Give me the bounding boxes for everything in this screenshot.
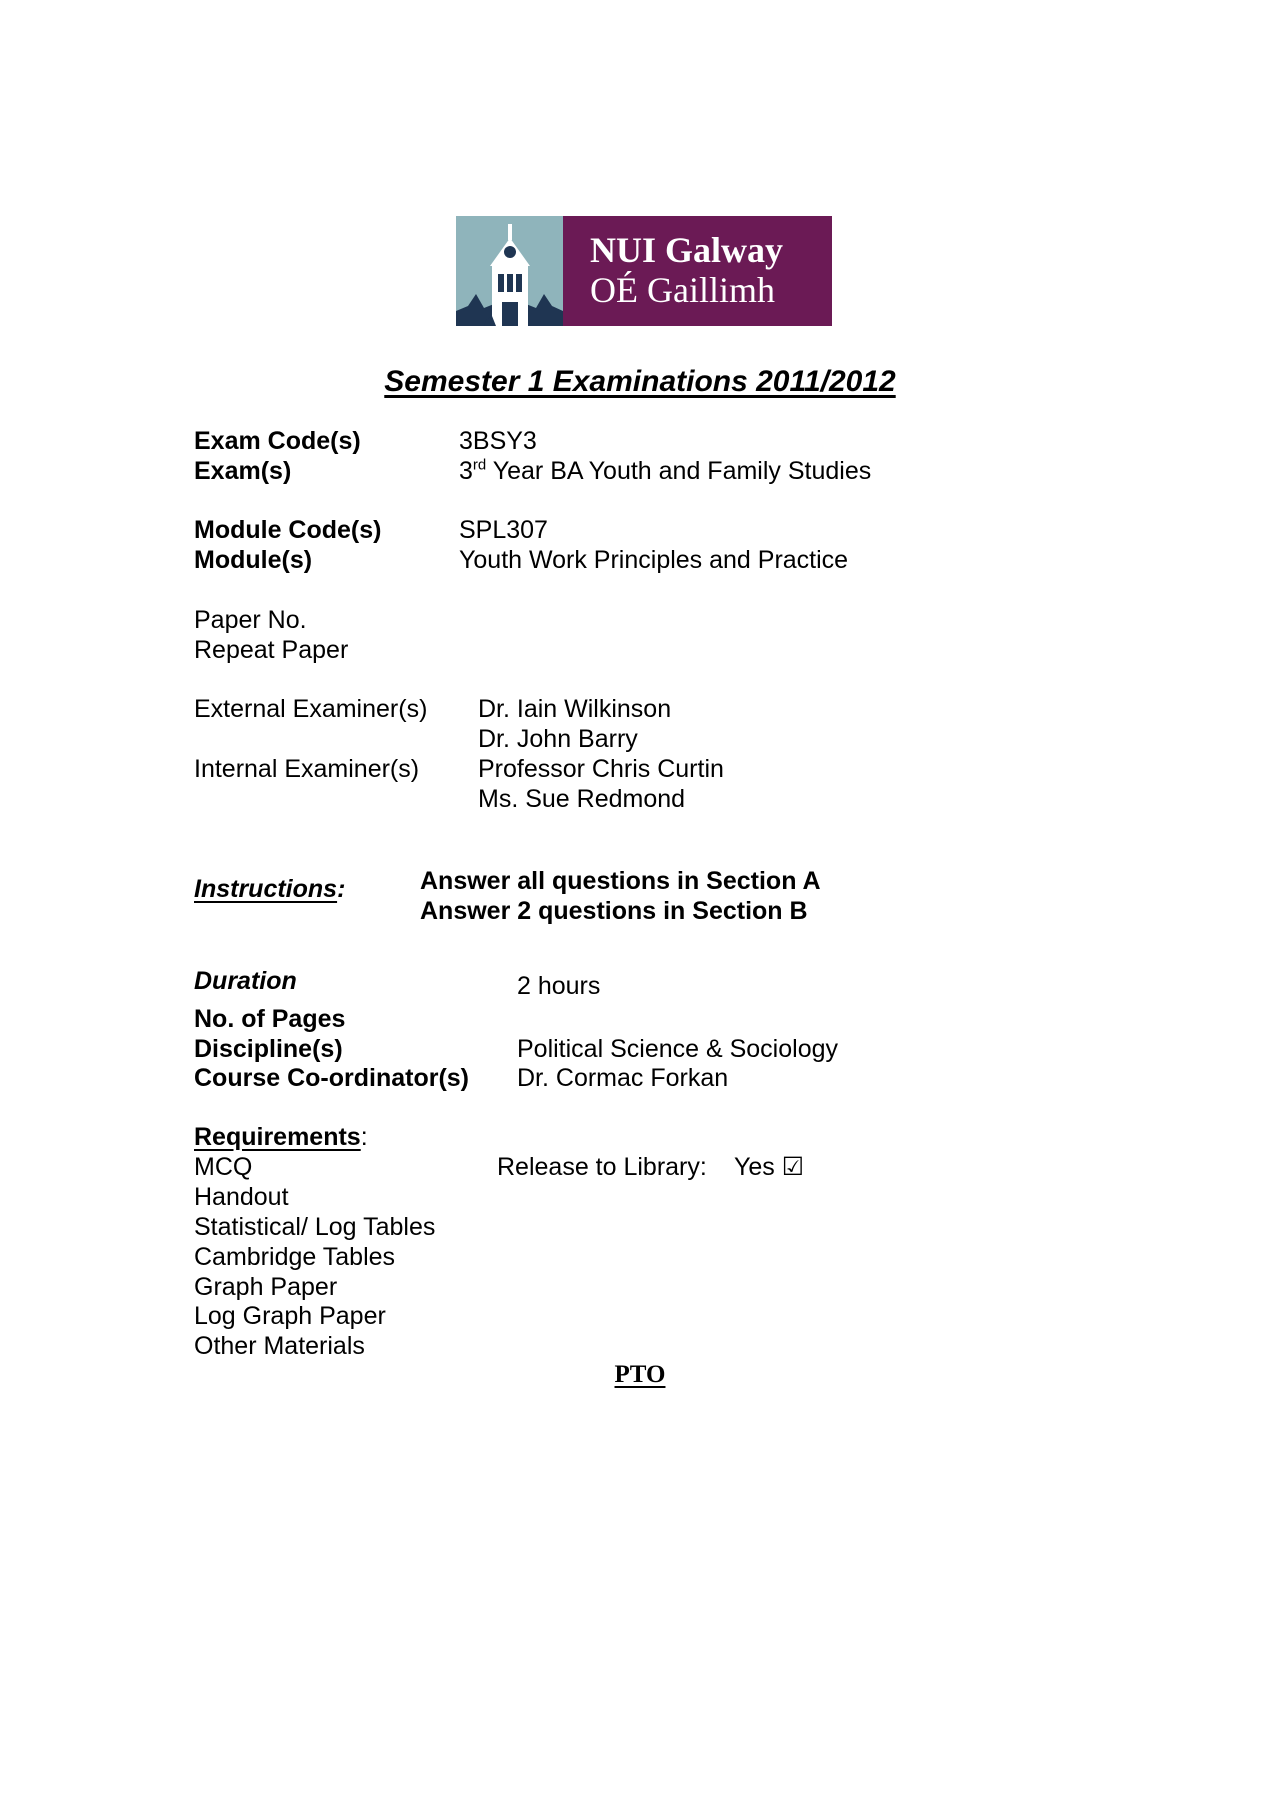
exam-code-value: 3BSY3 — [459, 427, 537, 455]
clock-tower-icon — [456, 216, 563, 326]
exam-name-label: Exam(s) — [194, 457, 292, 485]
requirements-label-colon: : — [360, 1123, 368, 1151]
checkbox-checked-icon: ☑ — [781, 1153, 805, 1181]
paper-no-label: Paper No. — [194, 606, 307, 634]
internal-examiner-1: Professor Chris Curtin — [478, 755, 724, 783]
release-value-text: Yes — [734, 1153, 775, 1181]
page-title: Semester 1 Examinations 2011/2012 — [384, 365, 896, 398]
exam-name-value — [459, 456, 871, 486]
duration-label: Duration — [194, 967, 297, 995]
requirement-item: Statistical/ Log Tables — [194, 1213, 436, 1241]
external-examiner-label: External Examiner(s) — [194, 695, 428, 723]
external-examiner-1: Dr. Iain Wilkinson — [478, 695, 672, 723]
requirement-item: Log Graph Paper — [194, 1302, 386, 1330]
module-code-label: Module Code(s) — [194, 516, 382, 544]
module-code-value: SPL307 — [459, 516, 548, 544]
logo-line-2: OÉ Gaillimh — [590, 270, 775, 310]
logo-wordmark — [563, 216, 832, 326]
coordinator-value: Dr. Cormac Forkan — [517, 1064, 729, 1092]
release-to-library-value — [734, 1152, 804, 1182]
duration-value: 2 hours — [517, 972, 601, 1000]
requirement-item: Handout — [194, 1183, 289, 1211]
internal-examiner-2: Ms. Sue Redmond — [478, 785, 686, 813]
external-examiner-2: Dr. John Barry — [478, 725, 638, 753]
release-to-library-label: Release to Library: — [497, 1153, 707, 1181]
pages-label: No. of Pages — [194, 1005, 346, 1033]
instructions-label-colon: : — [337, 875, 346, 903]
requirement-item: Other Materials — [194, 1332, 365, 1360]
instructions-label — [194, 874, 345, 904]
repeat-paper-label: Repeat Paper — [194, 636, 349, 664]
coordinator-label: Course Co-ordinator(s) — [194, 1064, 469, 1092]
requirement-item: Graph Paper — [194, 1273, 338, 1301]
discipline-value: Political Science & Sociology — [517, 1035, 838, 1063]
requirements-label-text: Requirements — [194, 1123, 361, 1151]
discipline-label: Discipline(s) — [194, 1035, 343, 1063]
instructions-label-text: Instructions — [194, 875, 338, 903]
requirement-item: Cambridge Tables — [194, 1243, 396, 1271]
exam-name-text: Year BA Youth and Family Studies — [486, 457, 872, 485]
exam-year-suffix: rd — [472, 456, 487, 474]
university-logo — [456, 216, 832, 326]
exam-year-number: 3 — [459, 457, 473, 485]
pto-footer: PTO — [614, 1361, 666, 1388]
requirement-item: MCQ — [194, 1153, 253, 1181]
logo-line-1: NUI Galway — [590, 230, 784, 270]
requirements-label — [194, 1122, 368, 1152]
instruction-line-2: Answer 2 questions in Section B — [420, 897, 808, 925]
exam-code-label: Exam Code(s) — [194, 427, 361, 455]
instruction-line-1: Answer all questions in Section A — [420, 867, 821, 895]
module-name-value: Youth Work Principles and Practice — [459, 546, 849, 574]
module-name-label: Module(s) — [194, 546, 313, 574]
internal-examiner-label: Internal Examiner(s) — [194, 755, 420, 783]
